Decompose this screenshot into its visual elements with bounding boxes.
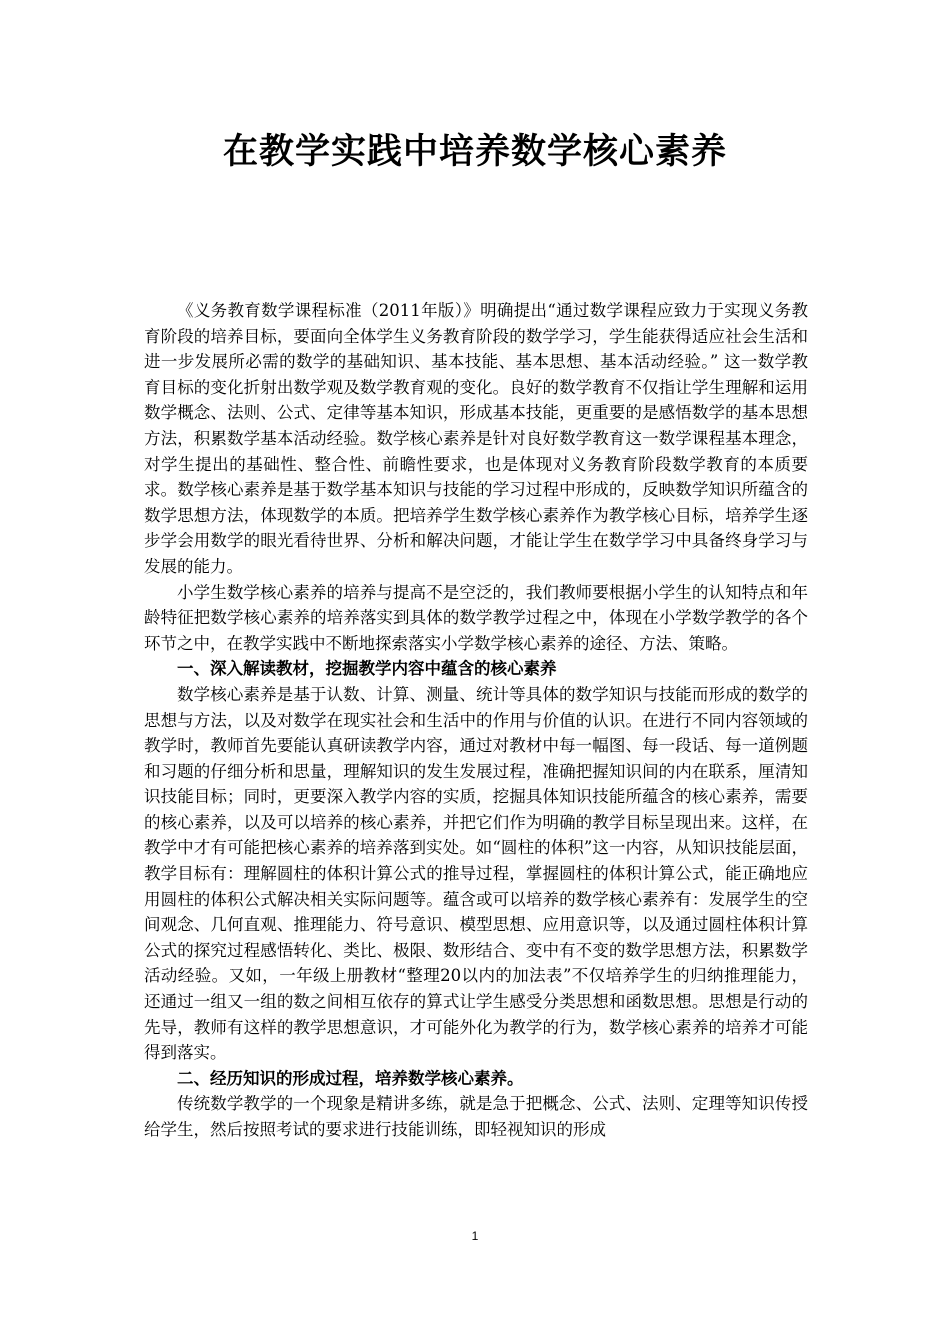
paragraph-teacher-role: 小学生数学核心素养的培养与提高不是空泛的，我们教师要根据小学生的认知特点和年龄特征把数学核心素养的培养落实到具体的数学教学过程之中，体现在小学数学教学的各个环节之中，在教学实践中不断地探索落实小学数学核心素养的途径、方法、策略。	[144, 582, 808, 653]
paragraph-intro: 《义务教育数学课程标准（2011年版）》明确提出“通过数学课程应致力于实现义务教育阶段的培养目标，要面向全体学生义务教育阶段的数学学习，学生能获得适应社会生活和进一步发展所必需的数学的基础知识、基本技能、基本思想、基本活动经验。” 这一数学教育目标的变化折射出数学观及数学教育观的变化。良好的数学教育不仅指让学生理解和运用数学概念、法则、公式、定律等基本知识，形成基本技能，更重要的是感悟数学的基本思想方法，积累数学基本活动经验。数学核心素养是针对良好数学教育这一数学课程基本理念，对学生提出的基础性、整合性、前瞻性要求，也是体现对义务教育阶段数学教育的本质要求。数学核心素养是基于数学基本知识与技能的学习过程中形成的，反映数学知识所蕴含的数学思想方法，体现数学的本质。把培养学生数学核心素养作为教学核心目标，培养学生逐步学会用数学的眼光看待世界、分析和解决问题，才能让学生在数学学习中具备终身学习与发展的能力。	[144, 301, 808, 576]
page-number: 1	[471, 1229, 479, 1243]
document-title: 在教学实践中培养数学核心素养	[222, 132, 727, 172]
paragraph-section-1: 数学核心素养是基于认数、计算、测量、统计等具体的数学知识与技能而形成的数学的思想与方法，以及对数学在现实社会和生活中的作用与价值的认识。在进行不同内容领域的教学时，教师首先要能认真研读教学内容，通过对教材中每一幅图、每一段话、每一道例题和习题的仔细分析和思量，理解知识的发生发展过程，准确把握知识间的内在联系，厘清知识技能目标；同时，更要深入教学内容的实质，挖掘具体知识技能所蕴含的核心素养，需要的核心素养，以及可以培养的核心素养，并把它们作为明确的教学目标呈现出来。这样，在教学中才有可能把核心素养的培养落到实处。如“圆柱的体积”这一内容，从知识技能层面，教学目标有：理解圆柱的体积计算公式的推导过程，掌握圆柱的体积计算公式，能正确地应用圆柱的体积公式解决相关实际问题等。蕴含或可以培养的数学核心素养有：发展学生的空间观念、几何直观、推理能力、符号意识、模型思想、应用意识等，以及通过圆柱体积计算公式的探究过程感悟转化、类比、极限、数形结合、变中有不变的数学思想方法，积累数学活动经验。又如，一年级上册教材“整理20以内的加法表”不仅培养学生的归纳推理能力，还通过一组又一组的数之间相互依存的算式让学生感受分类思想和函数思想。思想是行动的先导，教师有这样的教学思想意识，才可能外化为教学的行为，数学核心素养的培养才可能得到落实。	[144, 684, 808, 1063]
section-heading-2: 二、经历知识的形成过程，培养数学核心素养。	[177, 1068, 524, 1088]
paragraph-section-2: 传统数学教学的一个现象是精讲多练，就是急于把概念、公式、法则、定理等知识传授给学生，然后按照考试的要求进行技能训练，即轻视知识的形成	[144, 1094, 808, 1139]
section-heading-1: 一、深入解读教材，挖掘教学内容中蕴含的核心素养	[177, 659, 557, 679]
document-body	[144, 298, 808, 1143]
